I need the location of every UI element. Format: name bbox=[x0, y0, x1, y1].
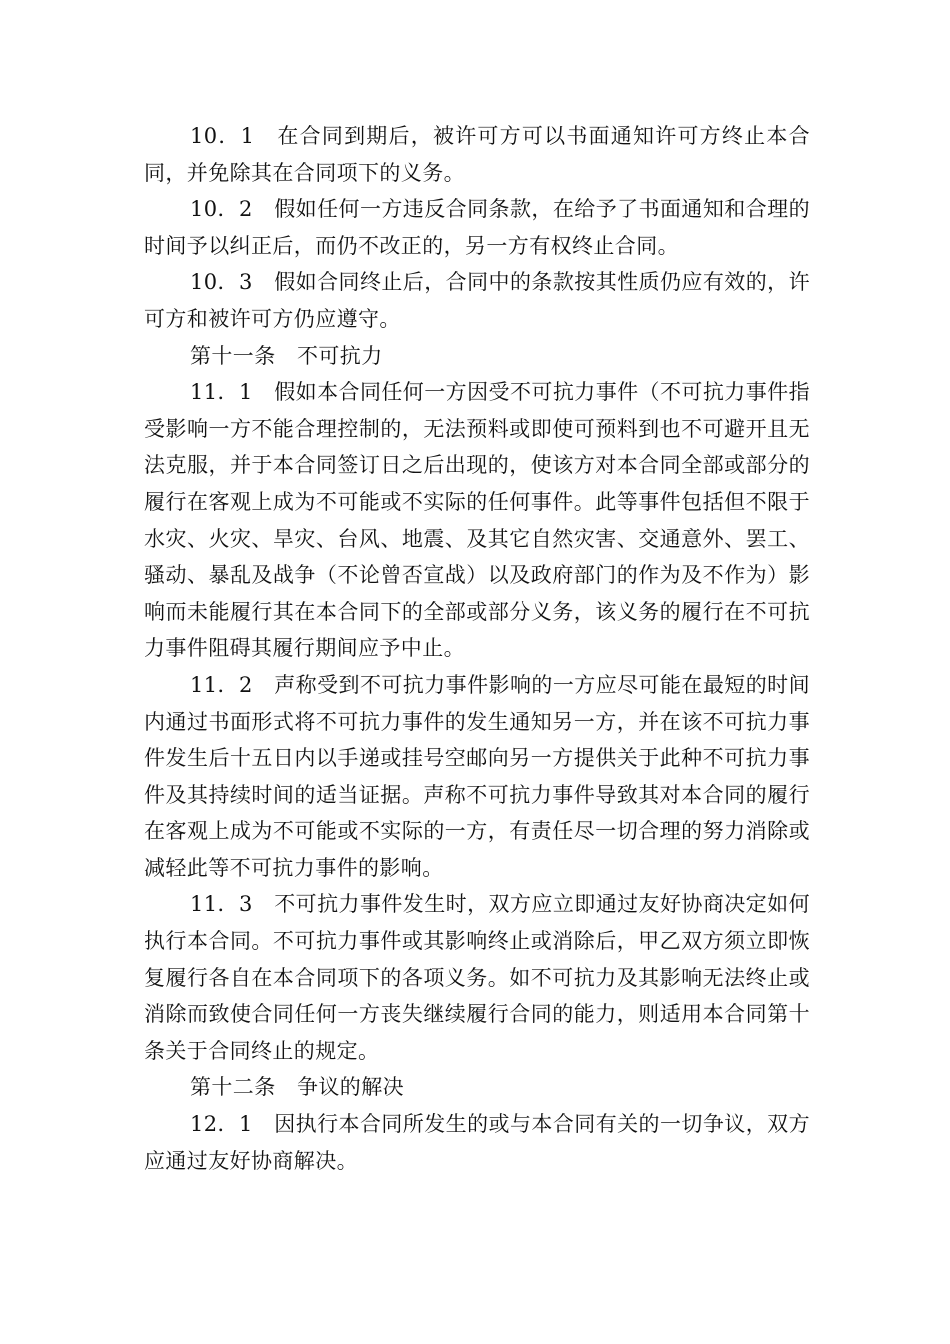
clause-11-3: 11．3 不可抗力事件发生时，双方应立即通过友好协商决定如何执行本合同。不可抗力事件或其影响终止或消除后，甲乙双方须立即恢复履行各自在本合同项下的各项义务。如不可抗力及其影响无法终止或消除而致使合同任何一方丧失继续履行合同的能力，则适用本合同第十条关于合同终止的规定。 bbox=[144, 892, 810, 1063]
article-11-heading: 第十一条 不可抗力 bbox=[190, 343, 383, 368]
clause-10-3: 10．3 假如合同终止后，合同中的条款按其性质仍应有效的，许可方和被许可方仍应遵守。 bbox=[144, 270, 810, 331]
clause-10-2: 10．2 假如任何一方违反合同条款，在给予了书面通知和合理的时间予以纠正后，而仍不改正的，另一方有权终止合同。 bbox=[144, 197, 810, 258]
clause-10-1: 10．1 在合同到期后，被许可方可以书面通知许可方终止本合同，并免除其在合同项下的义务。 bbox=[144, 124, 810, 185]
article-12-heading: 第十二条 争议的解决 bbox=[190, 1075, 404, 1100]
clause-11-1: 11．1 假如本合同任何一方因受不可抗力事件（不可抗力事件指受影响一方不能合理控制的，无法预料或即使可预料到也不可避开且无法克服，并于本合同签订日之后出现的，使该方对本合同全部或部分的履行在客观上成为不可能或不实际的任何事件。此等事件包括但不限于水灾、火灾、旱灾、台风、地震、及其它自然灾害、交通意外、罢工、骚动、暴乱及战争（不论曾否宣战）以及政府部门的作为及不作为）影响而未能履行其在本合同下的全部或部分义务，该义务的履行在不可抗力事件阻碍其履行期间应予中止。 bbox=[144, 380, 810, 661]
document-body bbox=[144, 118, 810, 1179]
clause-12-1: 12．1 因执行本合同所发生的或与本合同有关的一切争议，双方应通过友好协商解决。 bbox=[144, 1112, 810, 1173]
clause-11-2: 11．2 声称受到不可抗力事件影响的一方应尽可能在最短的时间内通过书面形式将不可抗力事件的发生通知另一方，并在该不可抗力事件发生后十五日内以手递或挂号空邮向另一方提供关于此种不可抗力事件及其持续时间的适当证据。声称不可抗力事件导致其对本合同的履行在客观上成为不可能或不实际的一方，有责任尽一切合理的努力消除或减轻此等不可抗力事件的影响。 bbox=[144, 672, 810, 880]
